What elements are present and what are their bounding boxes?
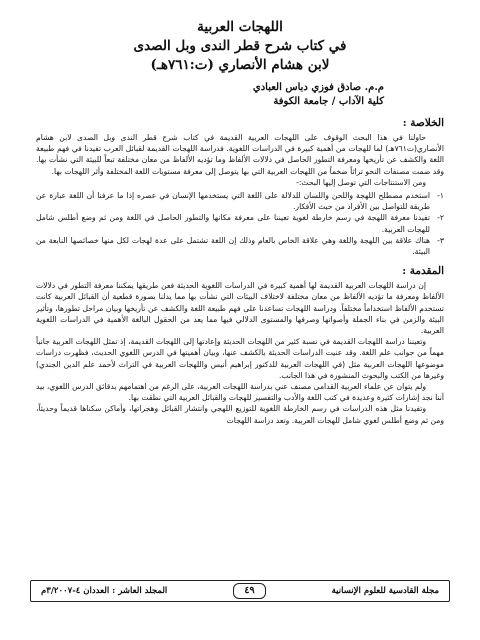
intro-paragraph-4: وتفيدنا مثل هذه الدراسات في رسم الخارطة اللغوية للتوزيع اللهجي وانتشار القبائل وهجراتها، وأماكن سكناها قديماً وحديثاً، ومن ثم وضع أطلس لغوي شامل للهجات العربية. وتعد دراسة اللهجات: [36, 404, 444, 425]
abstract-paragraph: حاولنا في هذا البحث الوقوف على اللهجات العربية القديمة في كتاب شرح قطر الندى وبل الصدى لابن هشام الأنصاري(ت٧٦١هـ) لما للهجات من أهمية كبيرة في الدراسات اللغوية. فدراسة اللهجات القديمة لقبائل العرب تفيدنا في فهم طبيعة اللغة والكشف عن تأريخها ومعرفة التطور الحاصل في دلالات الألفاظ وما تؤديه الألفاظ من معان مختلفة تبعاً للبيئة التي نشأت بها. وقد ضمت مصنفات النحو تراثاً ضخماً من اللهجات العربية التي بها يتوصل إلى معرفة مستويات اللغة المختلفة وأثر اللهجات بها.: [36, 133, 444, 176]
author-block: [36, 81, 444, 109]
intro-paragraph-3: ولم يتوان عن علماء العربية القدامى مصنف عني بدراسة اللهجات العربية، على الرغم من اهتمامهم بدقائق الدرس اللغوي، بيد أننا نجد إشارات كثيرة وعديدة في كتب اللغة والأدب والتفسير للهجات والقبائل العربية التي نطقت بها.: [36, 382, 444, 403]
list-item-number: ٢-: [437, 213, 444, 223]
list-item: [36, 235, 444, 257]
abstract-heading: الخلاصة :: [402, 117, 444, 129]
footer-volume: المجلد العاشر : العددان ٤-٣/٢٠٠٧م: [41, 586, 168, 596]
results-list: [36, 190, 444, 257]
footer-journal-name: مجلة القادسية للعلوم الإنسانية: [331, 586, 439, 596]
results-intro: ومن الاستنتاجات التي توصل إليها البحث:-: [296, 177, 426, 187]
title-line-1: اللهجات العربية: [197, 19, 283, 35]
introduction-section: [36, 264, 444, 426]
abstract-section: [36, 116, 444, 257]
list-item: [36, 190, 444, 212]
intro-paragraph-2: وتعيننا دراسة اللهجات القديمة في نسبة كثير من اللهجات الحديثة وإعادتها إلى اللهجات القديمة، إذ تمثل اللهجات العربية جانباً مهماً من جوانب علم اللغة. وقد عنيت الدراسات الحديثة بالكشف عنها، وبيان أهميتها في الدرس اللغوي الحديث، فظهرت دراسات موضوعها اللهجات العربية مثل (في اللهجات العربية للدكتور إبراهيم أنيس واللهجات العربية في التراث لأحمد علم الدين الجندي) وغيرها من الكتب والبحوث المنشورة في هذا الجانب.: [36, 337, 444, 380]
title-line-3: لابن هشام الأنصاري (ت:٧٦١هـ): [150, 57, 330, 73]
introduction-heading: المقدمة :: [402, 265, 444, 278]
list-item-number: ١-: [437, 191, 444, 201]
list-item-text: هناك علاقة بين اللهجة واللغة وهي علاقة الخاص بالعام وذلك إن اللغة تشتمل على عدة لهجات لكل منها خصائصها النابعة من البيئة.: [36, 235, 430, 257]
list-item-number: ٣-: [437, 235, 444, 245]
page-number: ٤٩: [233, 583, 265, 599]
list-item-text: استخدم مصطلح اللهجة واللحن واللسان للدلالة على اللغة التي يستخدمها الإنسان في عصره إذا ما عرفنا أن اللغة عبارة عن طريقة للتواصل بين الأفراد من حيث الأفكار.: [36, 191, 430, 212]
list-item-text: تفيدنا معرفة اللهجة في رسم خارطة لغوية تعيننا على معرفة مكانها والتطور الحاصل في اللغة ومن ثم وضع أطلس شامل للهجات العربية.: [36, 213, 430, 234]
paper-title: [36, 18, 444, 75]
author-affiliation: كلية الآداب / جامعة الكوفة: [273, 96, 384, 107]
journal-footer: [30, 580, 450, 602]
list-item: [36, 212, 444, 234]
title-line-2: في كتاب شرح قطر الندى وبل الصدى: [133, 38, 347, 54]
intro-paragraph-1: إن دراسة اللهجات العربية القديمة لها أهمية كبيرة في الدراسات اللغوية الحديثة فعن طريقها يمكننا معرفة التطور في دلالات الألفاظ ومعرفة ما تؤديه الألفاظ من معان مختلفة لاختلاف البيئات التي نشأت بها مما يدلنا بصورة قطعية أن القبائل العربية كانت تستخدم الألفاظ استخداماً مختلفاً. ودراسة اللهجات تساعدنا على فهم طبيعة اللغة والكشف عن تأريخها وبيان مراحل تطورها، وتأثير البيئة والزمن في بناء الجملة وأصواتها وصرفها والمستوى الدلالي فيها مما يعد من الحقول البالغة الأهمية في الدراسات اللغوية العربية.: [36, 281, 444, 336]
author-name: م.م. صادق فوزي دباس العبادي: [252, 82, 384, 93]
paper-page: [36, 18, 444, 622]
